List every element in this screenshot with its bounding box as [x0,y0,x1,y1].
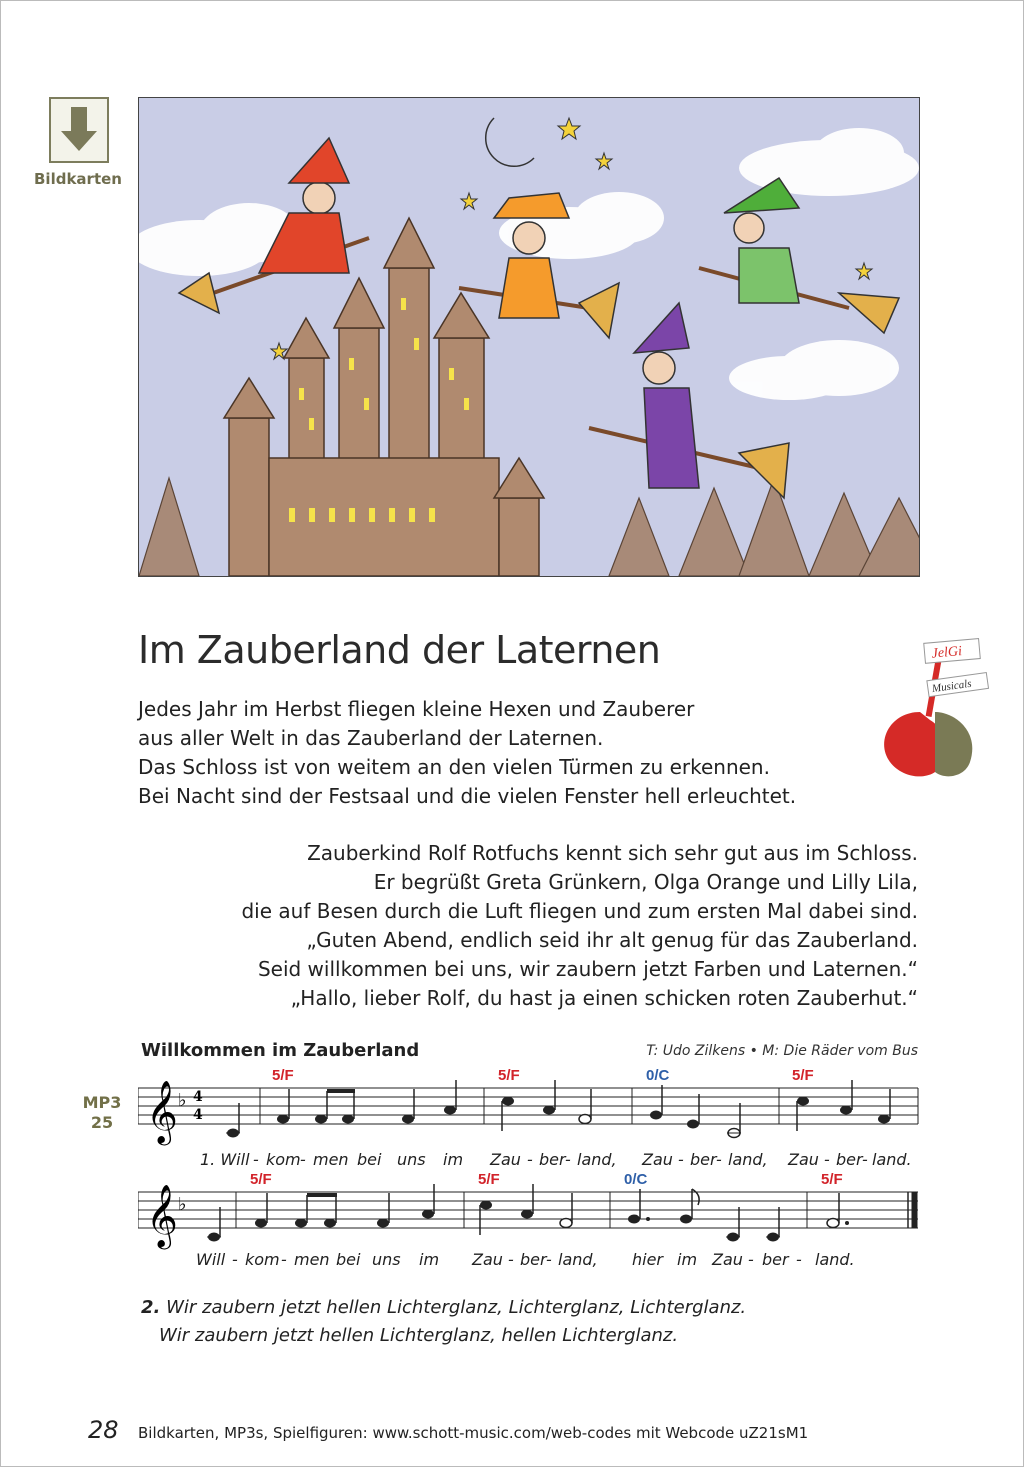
story-line: die auf Besen durch die Luft fliegen und zum ersten Mal dabei sind. [241,899,918,923]
lyric-syllable: land. [815,1250,855,1269]
lyric-syllable: bei [336,1250,361,1269]
song-title: Willkommen im Zauberland [141,1040,420,1061]
verse-number: 2. [141,1297,161,1318]
chord-label: 5/F [272,1067,294,1084]
story-line: „Hallo, lieber Rolf, du hast ja einen schicken roten Zauberhut.“ [290,986,918,1010]
svg-text:4: 4 [193,1089,203,1105]
lyric-syllable: Will [196,1250,226,1269]
lyric-hyphen: - [281,1250,287,1269]
logo-name: JelGi [931,644,963,662]
chord-label: 5/F [498,1067,520,1084]
lyric-syllable: land, [577,1150,617,1169]
guitar-logo-icon [870,632,990,782]
lyric-syllable: uns [372,1250,401,1269]
lyric-hyphen: - [232,1250,238,1269]
chord-label: 0/C [646,1067,670,1084]
lyric-hyphen: - [527,1150,533,1169]
lyric-syllable: ber [690,1150,717,1169]
mp3-label: MP3 [82,1093,122,1112]
lyric-syllable: 1. Will [200,1150,250,1169]
lyric-hyphen: - [748,1250,754,1269]
intro-line: Bei Nacht sind der Festsaal und die vielen Fenster hell erleuchtet. [138,784,797,808]
lyric-syllable: land, [728,1150,768,1169]
jelgi-musicals-logo [870,632,990,782]
lyric-syllable: Zau [788,1150,819,1169]
lyric-hyphen: - [565,1150,571,1169]
lyric-hyphen: - [678,1150,684,1169]
verse-2-line-1 [141,1294,746,1322]
chord-label: 5/F [250,1171,272,1188]
chord-label: 5/F [821,1171,843,1188]
lyric-syllable: ber [539,1150,566,1169]
lyric-hyphen: - [508,1250,514,1269]
lyric-syllable: hier [632,1250,664,1269]
lyric-hyphen: - [824,1150,830,1169]
verse-2-line-2: Wir zaubern jetzt hellen Lichterglanz, hellen Lichterglanz. [159,1325,679,1346]
lyric-hyphen: - [796,1250,802,1269]
lyric-syllable: land, [558,1250,598,1269]
lyric-hyphen: - [862,1150,868,1169]
page-number: 28 [88,1416,119,1444]
music-staff-line-1 [138,1066,920,1146]
download-badge[interactable] [49,97,109,163]
intro-paragraph [138,695,796,811]
story-line: Er begrüßt Greta Grünkern, Olga Orange und Lilly Lila, [373,870,918,894]
chord-label: 5/F [792,1067,814,1084]
lyric-hyphen: - [716,1150,722,1169]
song-credits: T: Udo Zilkens • M: Die Räder vom Bus [646,1043,918,1059]
lyric-syllable: uns [397,1150,426,1169]
svg-text:4: 4 [193,1107,203,1123]
lyric-hyphen: - [300,1150,306,1169]
treble-clef-icon: 𝄞 [146,1184,178,1247]
lyric-syllable: ber [520,1250,547,1269]
svg-text:♭: ♭ [178,1194,187,1215]
story-paragraph [241,839,918,1013]
story-line: Seid willkommen bei uns, wir zaubern jetzt Farben und Laternen.“ [257,957,918,981]
download-arrow-icon [51,99,107,161]
lyric-syllable: men [294,1250,330,1269]
lyric-syllable: bei [357,1150,382,1169]
svg-text:♭: ♭ [178,1090,187,1111]
footer-webcode-text[interactable]: Bildkarten, MP3s, Spielfiguren: www.schott-music.com/web-codes mit Webcode uZ21sM1 [138,1424,809,1442]
story-line: „Guten Abend, endlich seid ihr alt genug für das Zauberland. [306,928,918,952]
lyric-syllable: im [677,1250,698,1269]
lyric-syllable: ber [836,1150,863,1169]
verse-text: Wir zaubern jetzt hellen Lichterglanz, Lichterglanz, Lichterglanz. [166,1297,747,1318]
chord-label: 0/C [624,1171,648,1188]
story-line: Zauberkind Rolf Rotfuchs kennt sich sehr gut aus im Schloss. [307,841,918,865]
lyric-syllable: Zau [472,1250,503,1269]
lyric-hyphen: - [546,1250,552,1269]
chord-label: 5/F [478,1171,500,1188]
treble-clef-icon: 𝄞 [146,1080,178,1143]
hero-illustration [138,97,920,577]
lyric-hyphen: - [253,1150,259,1169]
lyric-syllable: kom [266,1150,301,1169]
intro-line: aus aller Welt in das Zauberland der Laternen. [138,726,604,750]
lyric-syllable: ber [762,1250,789,1269]
lyric-syllable: im [419,1250,440,1269]
intro-line: Jedes Jahr im Herbst fliegen kleine Hexen und Zauberer [138,697,695,721]
page-title: Im Zauberland der Laternen [138,628,661,672]
lyric-syllable: im [443,1150,464,1169]
lyric-syllable: Zau [712,1250,743,1269]
mp3-reference[interactable] [72,1093,132,1133]
lyric-syllable: kom [245,1250,280,1269]
bildkarten-label: Bildkarten [34,170,122,188]
mp3-track-number: 25 [90,1113,114,1132]
lyric-syllable: land. [872,1150,912,1169]
lyric-syllable: Zau [490,1150,521,1169]
intro-line: Das Schloss ist von weitem an den vielen Türmen zu erkennen. [138,755,770,779]
lyric-syllable: Zau [642,1150,673,1169]
music-staff-line-2 [138,1170,920,1250]
logo-sub: Musicals [931,677,973,696]
lyric-syllable: men [313,1150,349,1169]
verse-2 [141,1294,746,1350]
